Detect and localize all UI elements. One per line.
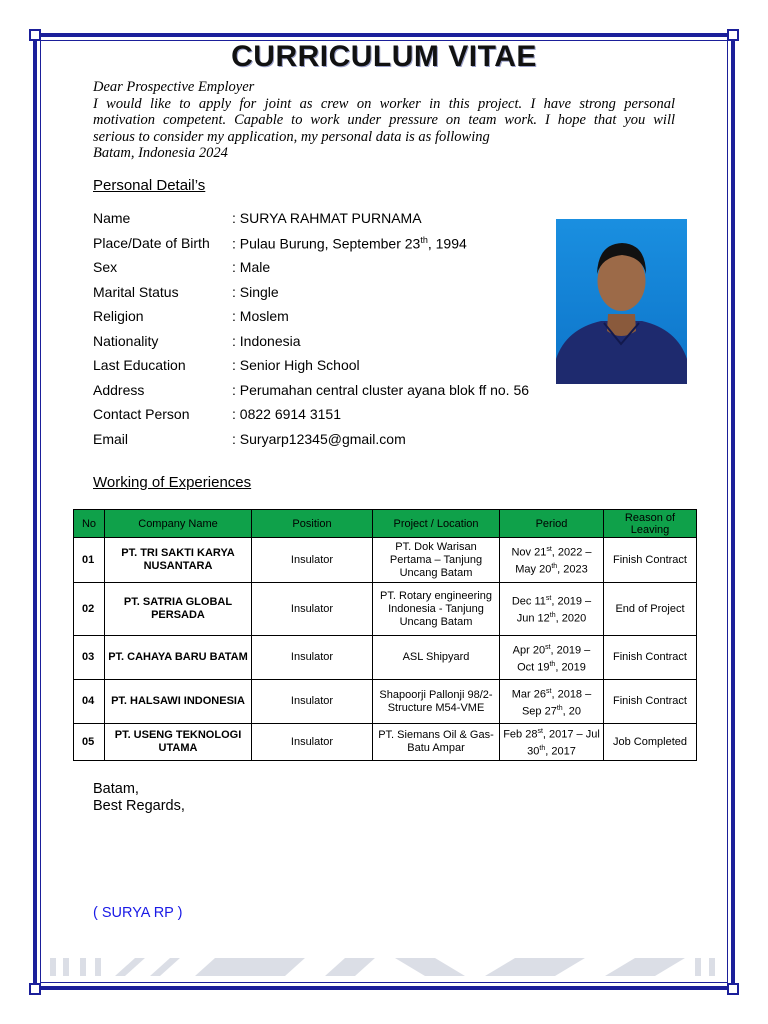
page-title: CURRICULUM VITAE	[231, 40, 537, 73]
person-silhouette-icon	[556, 219, 687, 384]
table-row: 05 PT. USENG TEKNOLOGI UTAMA Insulator PT. Siemans Oil & Gas- Batu Ampar Feb 28st, 2017 – Jul 30th, 2017 Job Completed	[74, 724, 697, 761]
closing-place: Batam,	[93, 781, 139, 797]
header-position: Position	[252, 510, 373, 538]
closing	[93, 781, 185, 815]
greeting: Dear Prospective Employer	[93, 79, 255, 95]
experience-heading: Working of Experiences	[93, 474, 252, 491]
header-project: Project / Location	[373, 510, 500, 538]
table-header-row	[74, 510, 697, 538]
closing-regards: Best Regards,	[93, 798, 185, 814]
letter-line-3: serious to consider my application, my personal data is as following	[93, 128, 490, 145]
corner-ornament-bl	[29, 983, 41, 995]
personal-detail-heading: Personal Detail’s	[93, 177, 206, 194]
cover-letter	[93, 79, 675, 162]
letter-line-1: I would like to apply for joint as crew on worker in this project. I have strong personal	[93, 95, 675, 112]
header-company: Company Name	[105, 510, 252, 538]
corner-ornament-br	[727, 983, 739, 995]
table-row: 03 PT. CAHAYA BARU BATAM Insulator ASL Shipyard Apr 20st, 2019 – Oct 19th, 2019 Finish Contract	[74, 636, 697, 680]
experience-table	[73, 509, 697, 761]
table-row: 02 PT. SATRIA GLOBAL PERSADA Insulator PT. Rotary engineering Indonesia - Tanjung Uncang Batam Dec 11st, 2019 – Jun 12th, 2020 End of Project	[74, 583, 697, 636]
header-period: Period	[500, 510, 604, 538]
place-date: Batam, Indonesia 2024	[93, 145, 228, 161]
table-row: 01 PT. TRI SAKTI KARYA NUSANTARA Insulator PT. Dok Warisan Pertama – Tanjung Uncang Batam Nov 21st, 2022 – May 20th, 2023 Finish Contract	[74, 538, 697, 583]
bottom-decoration	[45, 954, 723, 978]
header-reason: Reason of Leaving	[604, 510, 697, 538]
table-row: 04 PT. HALSAWI INDONESIA Insulator Shapoorji Pallonji 98/2-Structure M54-VME Mar 26st, 2018 – Sep 27th, 20 Finish Contract	[74, 680, 697, 724]
profile-photo	[556, 219, 687, 384]
header-no: No	[74, 510, 105, 538]
signature-name: ( SURYA RP )	[93, 905, 183, 921]
letter-line-2: motivation competent. Capable to work under pressure on team work. I hope that you will	[93, 112, 675, 128]
